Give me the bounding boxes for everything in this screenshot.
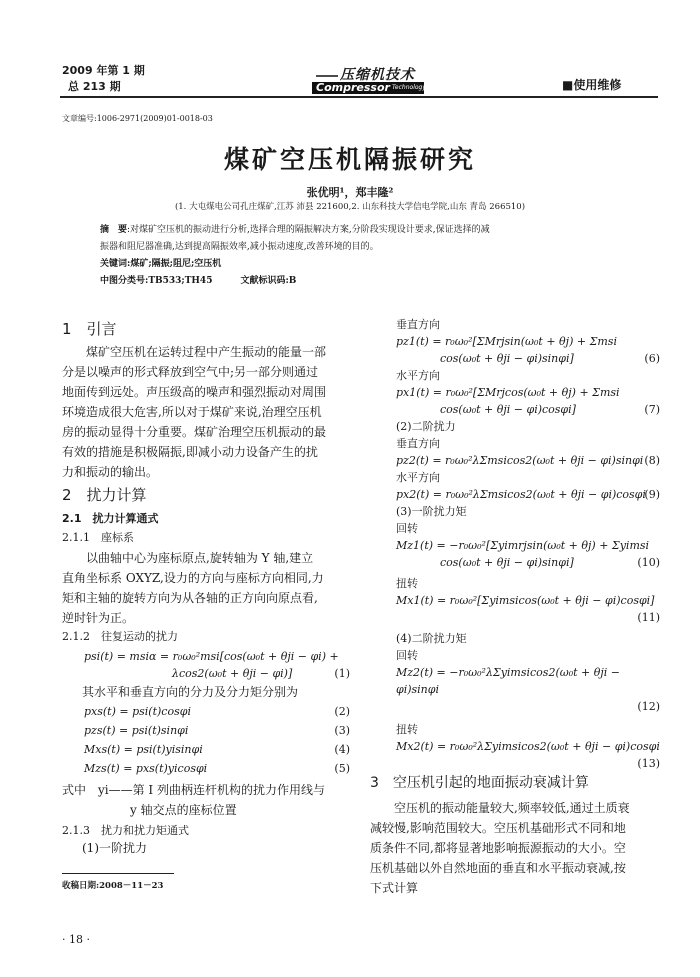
equation-9-number: (9) [644,488,660,501]
journal-logo [312,62,424,94]
section-3-line: 减较慢,影响范围较大。空压机基础形式不同和地 [370,821,626,835]
horizontal-direction-1: 水平方向 [396,369,440,382]
equation-8-row [370,452,660,469]
authors: 张优明¹，郑丰隆² [306,186,394,199]
equation-13-number-row [370,755,660,772]
where-line-1: 式中 yi——第 I 列曲柄连杆机构的扰力作用线与 [62,783,325,797]
equation-6-number: (6) [644,352,660,365]
equation-7-number: (7) [644,403,660,416]
section-3-body [370,798,660,898]
twist-label-2: 扭转 [396,723,418,736]
page-number: · 18 · [62,933,90,946]
equation-3-number: (3) [334,724,350,737]
equation-11-number: (11) [637,611,660,624]
horizontal-direction-2: 水平方向 [396,471,440,484]
equation-6-line-1: pz1(t) = r₀ω₀²[ΣMrjsin(ω₀t + θj) + Σmsi [396,335,617,348]
equation-10-line-1: Mz1(t) = −r₀ω₀²[Σyimrjsin(ω₀t + θj) + Σyimsi [396,539,650,552]
equation-3-row [84,722,350,739]
equations-2-5 [84,703,350,777]
section-2-1-2-heading: 2.1.2 往复运动的扰力 [62,630,178,643]
coordinate-line: 矩和主轴的旋转方向为从各轴的正方向向原点看, [62,591,318,605]
rotation-label-2: 回转 [396,649,418,662]
document-code: 文献标识码:B [240,276,297,286]
equation-12-number: (12) [637,700,660,713]
classification-row [100,273,620,290]
equation-5-row [84,760,350,777]
equation-7-line-2: cos(ω₀t + θji − φi)cosφi] [440,403,576,416]
page-title: 煤矿空压机隔振研究 [223,145,476,174]
equation-12-number-row [370,698,660,715]
article-number: 文章编号:1006-2971(2009)01-0018-03 [62,114,213,123]
classification: 中图分类号:TB533;TH45 [100,276,213,286]
equation-13: Mx2(t) = r₀ω₀²λΣyimsicos2(ω₀t + θji − φi)cosφi [396,740,660,753]
abstract-text-1: :对煤矿空压机的振动进行分析,选择合理的隔振解决方案,分阶段实现设计要求,保证选择的减 [127,225,490,235]
equation-1-line-1: psi(t) = msiα = r₀ω₀²msi[cos(ω₀t + θji − φi) + [84,650,339,663]
first-order-force-heading: (1)一阶扰力 [82,841,147,855]
abstract-label: 摘 要 [100,225,128,235]
equation-1-line-2: λcos2(ω₀t + θji − φi)] [172,667,293,680]
right-column [370,316,660,772]
column-label: ■使用维修 [562,78,622,92]
equation-2-row [84,703,350,720]
section-1-body [62,342,352,482]
equation-5-number: (5) [334,762,350,775]
equation-7-line-1: px1(t) = r₀ω₀²[ΣMrjcos(ω₀t + θj) + Σmsi [396,386,620,399]
section-3-heading: 3 空压机引起的地面振动衰减计算 [370,775,589,791]
section-2-heading: 2 扰力计算 [62,486,147,504]
second-order-moment-heading: (4)二阶扰力矩 [396,632,467,645]
where-clause [62,780,352,820]
equation-9-row [370,486,660,503]
header-rule [60,96,658,98]
section-1-line: 有效的措施是积极隔振,即减小动力设备产生的扰 [62,445,318,459]
equation-10-line-2: cos(ω₀t + θji − φi)sinφi] [440,556,574,569]
equation-1-number: (1) [334,667,350,680]
vertical-direction-2: 垂直方向 [396,437,440,450]
footnote-rule [62,873,174,874]
equation-11-number-row [370,609,660,626]
abstract-line-1 [100,222,620,239]
section-1-line: 环境造成很大危害,所以对于煤矿来说,治理空压机 [62,405,322,419]
logo-subtitle: Compressor [316,81,390,94]
coordinate-line: 以曲轴中心为座标原点,旋转轴为 Y 轴,建立 [86,551,314,565]
rotation-label-1: 回转 [396,522,418,535]
second-order-force-heading: (2)二阶扰力 [396,420,456,433]
equation-3: pzs(t) = psi(t)sinφi [84,724,189,737]
twist-label-1: 扭转 [396,577,418,590]
where-line-2: y 轴交点的座标位置 [130,803,237,817]
equation-8: pz2(t) = r₀ω₀²λΣmsicos2(ω₀t + θji − φi)sinφi [396,454,644,467]
section-3-line: 质条件不同,都将显著地影响振源振动的大小。空 [370,841,626,855]
section-1-heading: 1 引言 [62,320,117,338]
section-2-1-heading: 2.1 扰力计算通式 [62,512,159,525]
vertical-direction-1: 垂直方向 [396,318,440,331]
equation-4-row [84,741,350,758]
coordinate-line: 逆时针为正。 [62,611,135,625]
equation-4-number: (4) [334,743,350,756]
affiliations: (1. 大屯煤电公司孔庄煤矿,江苏 沛县 221600,2. 山东科技大学信电学院,山东 青岛 266510) [174,202,526,212]
equation-8-number: (8) [644,454,660,467]
equation-6-line-2: cos(ω₀t + θji − φi)sinφi] [440,352,574,365]
section-1-line: 地面传到远处。声压级高的噪声和强烈振动对周围 [62,385,327,399]
section-2-1-1-heading: 2.1.1 座标系 [62,531,134,544]
section-3-line: 空压机的振动能量较大,频率较低,通过土质衰 [394,801,630,815]
issue-total: 总 213 期 [68,80,121,93]
equation-4: Mxs(t) = psi(t)yisinφi [84,743,203,756]
equation-10-row [370,554,660,571]
first-order-moment-heading: (3)一阶扰力矩 [396,505,467,518]
section-3-line: 下式计算 [370,881,419,895]
equation-6-row [370,350,660,367]
section-1-line: 力和振动的输出。 [62,465,159,479]
equation-11: Mx1(t) = r₀ω₀²[Σyimsicos(ω₀t + θji − φi)cosφi] [396,594,655,607]
section-1-line: 分是以噪声的形式释放到空气中;另一部分则通过 [62,365,319,379]
equation-7-row [370,401,660,418]
section-1-line: 房的振动显得十分重要。煤矿治理空压机振动的最 [62,425,327,439]
issue-year: 2009 年第 1 期 [62,64,145,77]
section-3-line: 压机基础以外自然地面的垂直和水平振动衰减,按 [370,861,626,875]
equation-13-number: (13) [637,757,660,770]
logo-title: 压缩机技术 [340,67,415,83]
equation-1 [84,648,350,682]
equation-5: Mzs(t) = pxs(t)yicosφi [84,762,208,775]
equation-2-number: (2) [334,705,350,718]
logo-tag: Technology [392,84,426,91]
coordinate-line: 直角坐标系 OXYZ,设力的方向与座标方向相同,力 [62,571,324,585]
abstract [100,222,620,290]
equation-2: pxs(t) = psi(t)cosφi [84,705,191,718]
abstract-line-2: 振器和阻尼器准确,达到提高隔振效率,减小振动速度,改善环境的目的。 [100,242,379,252]
equation-10-number: (10) [637,556,660,569]
received-date: 收稿日期:2008－11－23 [62,881,164,891]
equation-12: Mz2(t) = −r₀ω₀²λΣyimsicos2(ω₀t + θji − φi)sinφi [396,666,621,696]
equation-9: px2(t) = r₀ω₀²λΣmsicos2(ω₀t + θji − φi)cosφi [396,488,646,501]
keywords: 关键词:煤矿;隔振;阻尼;空压机 [100,259,222,269]
component-intro: 其水平和垂直方向的分力及分力矩分别为 [82,685,299,699]
section-2-1-3-heading: 2.1.3 扰力和扰力矩通式 [62,824,189,837]
section-1-line: 煤矿空压机在运转过程中产生振动的能量一部 [86,345,327,359]
section-2-1-1-body [62,548,352,628]
equation-1-line-2-row [84,665,350,682]
